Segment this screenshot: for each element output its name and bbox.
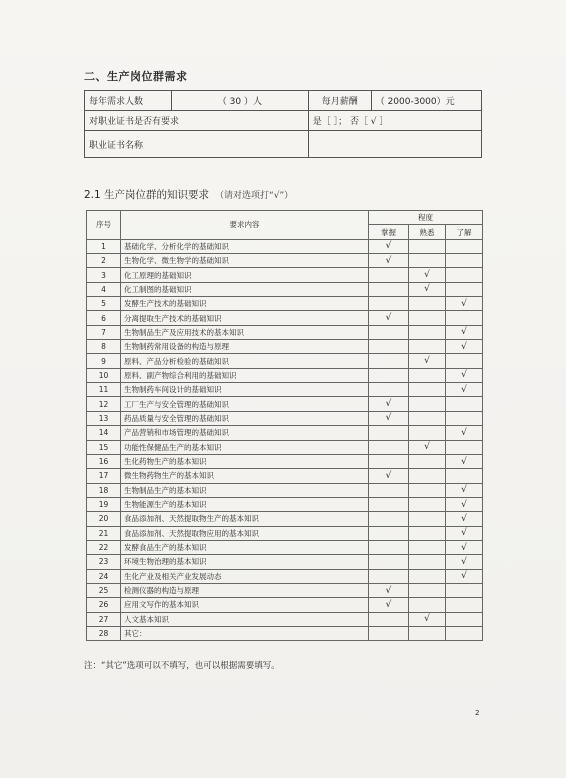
table-row (87, 512, 483, 526)
master-cell[interactable] (369, 583, 409, 597)
row-content: 应用文写作的基本知识 (121, 598, 369, 612)
row-content: 食品添加剂、天然提取物应用的基本知识 (121, 526, 369, 540)
row-number: 6 (87, 311, 121, 325)
understand-cell[interactable] (446, 626, 483, 640)
row-content: 检测仪器的构造与原理 (121, 583, 369, 597)
table-row (87, 612, 483, 626)
row-content: 功能性保健品生产的基本知识 (121, 440, 369, 454)
understand-cell[interactable] (446, 440, 483, 454)
monthly-salary-value: （ 2000-3000）元 (371, 91, 481, 111)
header-understand: 了解 (446, 225, 483, 239)
row-number: 16 (87, 454, 121, 468)
master-cell[interactable] (369, 540, 409, 554)
understand-cell[interactable] (446, 583, 483, 597)
familiar-cell[interactable] (409, 583, 446, 597)
requirement-table (84, 90, 482, 158)
page-number: 2 (475, 709, 480, 717)
understand-cell[interactable] (446, 612, 483, 626)
familiar-cell[interactable] (409, 325, 446, 339)
understand-cell[interactable] (446, 497, 483, 511)
certificate-name-value (308, 131, 481, 158)
familiar-cell[interactable] (409, 297, 446, 311)
understand-cell[interactable] (446, 411, 483, 425)
master-cell[interactable] (369, 469, 409, 483)
check-mark-icon: √ (461, 370, 467, 381)
master-cell[interactable] (369, 512, 409, 526)
check-mark-icon: √ (461, 528, 467, 539)
row-content: 生化药物生产的基本知识 (121, 454, 369, 468)
row-number: 8 (87, 340, 121, 354)
row-number: 19 (87, 497, 121, 511)
table-row (87, 383, 483, 397)
understand-cell[interactable] (446, 325, 483, 339)
master-cell[interactable] (369, 454, 409, 468)
table-row (87, 626, 483, 640)
check-mark-icon: √ (461, 327, 467, 338)
row-content: 生物制药常用设备的构造与原理 (121, 340, 369, 354)
master-cell[interactable] (369, 254, 409, 268)
row-number: 26 (87, 598, 121, 612)
master-cell[interactable] (369, 239, 409, 253)
familiar-cell[interactable] (409, 426, 446, 440)
check-mark-icon: √ (461, 456, 467, 467)
certificate-required-row (85, 111, 482, 131)
certificate-required-label: 对职业证书是否有要求 (85, 111, 309, 131)
row-number: 13 (87, 411, 121, 425)
understand-cell[interactable] (446, 239, 483, 253)
familiar-cell[interactable] (409, 268, 446, 282)
check-mark-icon: √ (461, 427, 467, 438)
monthly-salary-label: 每月薪酬 (308, 91, 371, 111)
check-mark-icon: √ (461, 571, 467, 582)
row-content: 产品营销和市场管理的基础知识 (121, 426, 369, 440)
table-row (87, 411, 483, 425)
subtitle-note: （请对选项打“√”） (215, 191, 294, 201)
row-number: 28 (87, 626, 121, 640)
familiar-cell[interactable] (409, 411, 446, 425)
familiar-cell[interactable] (409, 354, 446, 368)
master-cell[interactable] (369, 268, 409, 282)
table-row (87, 526, 483, 540)
table-row (87, 297, 483, 311)
check-mark-icon: √ (461, 556, 467, 567)
familiar-cell[interactable] (409, 368, 446, 382)
row-content: 其它： (121, 626, 369, 640)
understand-cell[interactable] (446, 512, 483, 526)
row-content: 化工制图的基础知识 (121, 282, 369, 296)
row-content: 生物化学、微生物学的基础知识 (121, 254, 369, 268)
row-content: 微生物药物生产的基本知识 (121, 469, 369, 483)
familiar-cell[interactable] (409, 555, 446, 569)
row-content: 人文基本知识 (121, 612, 369, 626)
knowledge-rows (87, 239, 483, 641)
annual-demand-label: 每年需求人数 (85, 91, 172, 111)
check-mark-icon: √ (385, 255, 392, 266)
understand-cell[interactable] (446, 426, 483, 440)
understand-cell[interactable] (446, 569, 483, 583)
familiar-cell[interactable] (409, 254, 446, 268)
table-row (87, 368, 483, 382)
familiar-cell[interactable] (409, 239, 446, 253)
row-content: 生物制品生产的基本知识 (121, 483, 369, 497)
header-content: 要求内容 (121, 211, 369, 240)
understand-cell[interactable] (446, 268, 483, 282)
check-mark-icon: √ (424, 442, 430, 453)
row-content: 发酵食品生产的基本知识 (121, 540, 369, 554)
row-number: 3 (87, 268, 121, 282)
familiar-cell[interactable] (409, 612, 446, 626)
table-row (87, 469, 483, 483)
understand-cell[interactable] (446, 311, 483, 325)
row-number: 25 (87, 583, 121, 597)
table-row (87, 354, 483, 368)
check-mark-icon: √ (424, 356, 430, 367)
master-cell[interactable] (369, 325, 409, 339)
row-number: 5 (87, 297, 121, 311)
row-number: 11 (87, 383, 121, 397)
check-mark-icon: √ (461, 341, 467, 352)
master-cell[interactable] (369, 297, 409, 311)
check-mark-icon: √ (385, 241, 392, 252)
table-row (87, 426, 483, 440)
master-cell[interactable] (369, 626, 409, 640)
master-cell[interactable] (369, 598, 409, 612)
understand-cell[interactable] (446, 354, 483, 368)
row-content: 生物制药车间设计的基础知识 (121, 383, 369, 397)
header-number: 序号 (87, 211, 121, 240)
check-mark-icon: √ (461, 499, 467, 510)
row-number: 9 (87, 354, 121, 368)
master-cell[interactable] (369, 354, 409, 368)
understand-cell[interactable] (446, 368, 483, 382)
table-row (87, 268, 483, 282)
row-content: 食品添加剂、天然提取物生产的基本知识 (121, 512, 369, 526)
understand-cell[interactable] (446, 383, 483, 397)
table-row (87, 282, 483, 296)
familiar-cell[interactable] (409, 540, 446, 554)
familiar-cell[interactable] (409, 598, 446, 612)
row-number: 10 (87, 368, 121, 382)
knowledge-subtitle (84, 187, 293, 202)
master-cell[interactable] (369, 340, 409, 354)
understand-cell[interactable] (446, 483, 483, 497)
row-number: 20 (87, 512, 121, 526)
row-number: 7 (87, 325, 121, 339)
row-number: 24 (87, 569, 121, 583)
row-number: 4 (87, 282, 121, 296)
table-row (87, 311, 483, 325)
row-number: 27 (87, 612, 121, 626)
table-row (87, 483, 483, 497)
row-number: 23 (87, 555, 121, 569)
row-number: 1 (87, 239, 121, 253)
understand-cell[interactable] (446, 469, 483, 483)
row-content: 原料、产品分析检验的基础知识 (121, 354, 369, 368)
table-row (87, 325, 483, 339)
familiar-cell[interactable] (409, 497, 446, 511)
understand-cell[interactable] (446, 297, 483, 311)
table-row (87, 497, 483, 511)
row-content: 基础化学、分析化学的基础知识 (121, 239, 369, 253)
row-content: 药品质量与安全管理的基础知识 (121, 411, 369, 425)
footnote: 注：“其它”选项可以不填写，也可以根据需要填写。 (84, 661, 280, 671)
check-mark-icon: √ (385, 599, 392, 610)
check-mark-icon: √ (461, 384, 467, 395)
check-mark-icon: √ (385, 585, 392, 596)
familiar-cell[interactable] (409, 626, 446, 640)
familiar-cell[interactable] (409, 340, 446, 354)
header-familiar: 熟悉 (409, 225, 446, 239)
table-row (87, 598, 483, 612)
master-cell[interactable] (369, 569, 409, 583)
understand-cell[interactable] (446, 282, 483, 296)
familiar-cell[interactable] (409, 440, 446, 454)
header-master: 掌握 (369, 225, 409, 239)
familiar-cell[interactable] (409, 454, 446, 468)
table-row (87, 540, 483, 554)
familiar-cell[interactable] (409, 383, 446, 397)
check-mark-icon: √ (461, 513, 467, 524)
table-row (87, 454, 483, 468)
understand-cell[interactable] (446, 540, 483, 554)
understand-cell[interactable] (446, 454, 483, 468)
certificate-name-row (85, 131, 482, 158)
row-content: 原料、副产物综合利用的基础知识 (121, 368, 369, 382)
header-degree: 程度 (369, 211, 483, 225)
master-cell[interactable] (369, 411, 409, 425)
familiar-cell[interactable] (409, 469, 446, 483)
familiar-cell[interactable] (409, 483, 446, 497)
master-cell[interactable] (369, 555, 409, 569)
table-row (87, 254, 483, 268)
demand-row (85, 91, 482, 111)
check-mark-icon: √ (424, 284, 430, 295)
table-row (87, 583, 483, 597)
master-cell[interactable] (369, 612, 409, 626)
check-mark-icon: √ (385, 313, 392, 324)
table-row (87, 239, 483, 253)
familiar-cell[interactable] (409, 512, 446, 526)
subtitle-text: 2.1 生产岗位群的知识要求 (84, 189, 210, 201)
row-content: 生化产业及相关产业发展动态 (121, 569, 369, 583)
familiar-cell[interactable] (409, 311, 446, 325)
row-content: 分离提取生产技术的基础知识 (121, 311, 369, 325)
row-number: 17 (87, 469, 121, 483)
table-row (87, 397, 483, 411)
row-number: 18 (87, 483, 121, 497)
table-row (87, 569, 483, 583)
row-number: 21 (87, 526, 121, 540)
row-number: 14 (87, 426, 121, 440)
understand-cell[interactable] (446, 340, 483, 354)
understand-cell[interactable] (446, 598, 483, 612)
row-content: 生物制品生产及应用技术的基本知识 (121, 325, 369, 339)
master-cell[interactable] (369, 497, 409, 511)
check-mark-icon: √ (385, 470, 392, 481)
master-cell[interactable] (369, 397, 409, 411)
check-mark-icon: √ (424, 614, 430, 625)
check-mark-icon: √ (461, 542, 467, 553)
familiar-cell[interactable] (409, 397, 446, 411)
row-content: 发酵生产技术的基础知识 (121, 297, 369, 311)
check-mark-icon: √ (385, 413, 392, 424)
annual-demand-value: （ 30 ）人 (172, 91, 309, 111)
master-cell[interactable] (369, 383, 409, 397)
row-number: 15 (87, 440, 121, 454)
table-row (87, 440, 483, 454)
row-number: 22 (87, 540, 121, 554)
certificate-required-value: 是［ ］； 否［ √ ］ (308, 111, 481, 131)
check-mark-icon: √ (461, 485, 467, 496)
row-number: 12 (87, 397, 121, 411)
check-mark-icon: √ (424, 270, 430, 281)
master-cell[interactable] (369, 282, 409, 296)
row-content: 工厂生产与安全管理的基础知识 (121, 397, 369, 411)
row-content: 环境生物治理的基本知识 (121, 555, 369, 569)
understand-cell[interactable] (446, 254, 483, 268)
table-row (87, 555, 483, 569)
familiar-cell[interactable] (409, 282, 446, 296)
master-cell[interactable] (369, 311, 409, 325)
master-cell[interactable] (369, 426, 409, 440)
understand-cell[interactable] (446, 555, 483, 569)
row-content: 生物能源生产的基本知识 (121, 497, 369, 511)
knowledge-table (86, 210, 483, 641)
familiar-cell[interactable] (409, 526, 446, 540)
table-row (87, 340, 483, 354)
master-cell[interactable] (369, 526, 409, 540)
certificate-name-label: 职业证书名称 (85, 131, 309, 158)
master-cell[interactable] (369, 368, 409, 382)
section-title: 二、生产岗位群需求 (84, 70, 188, 83)
understand-cell[interactable] (446, 526, 483, 540)
row-number: 2 (87, 254, 121, 268)
master-cell[interactable] (369, 440, 409, 454)
row-content: 化工原理的基础知识 (121, 268, 369, 282)
familiar-cell[interactable] (409, 569, 446, 583)
master-cell[interactable] (369, 483, 409, 497)
understand-cell[interactable] (446, 397, 483, 411)
check-mark-icon: √ (385, 399, 392, 410)
check-mark-icon: √ (461, 298, 467, 309)
